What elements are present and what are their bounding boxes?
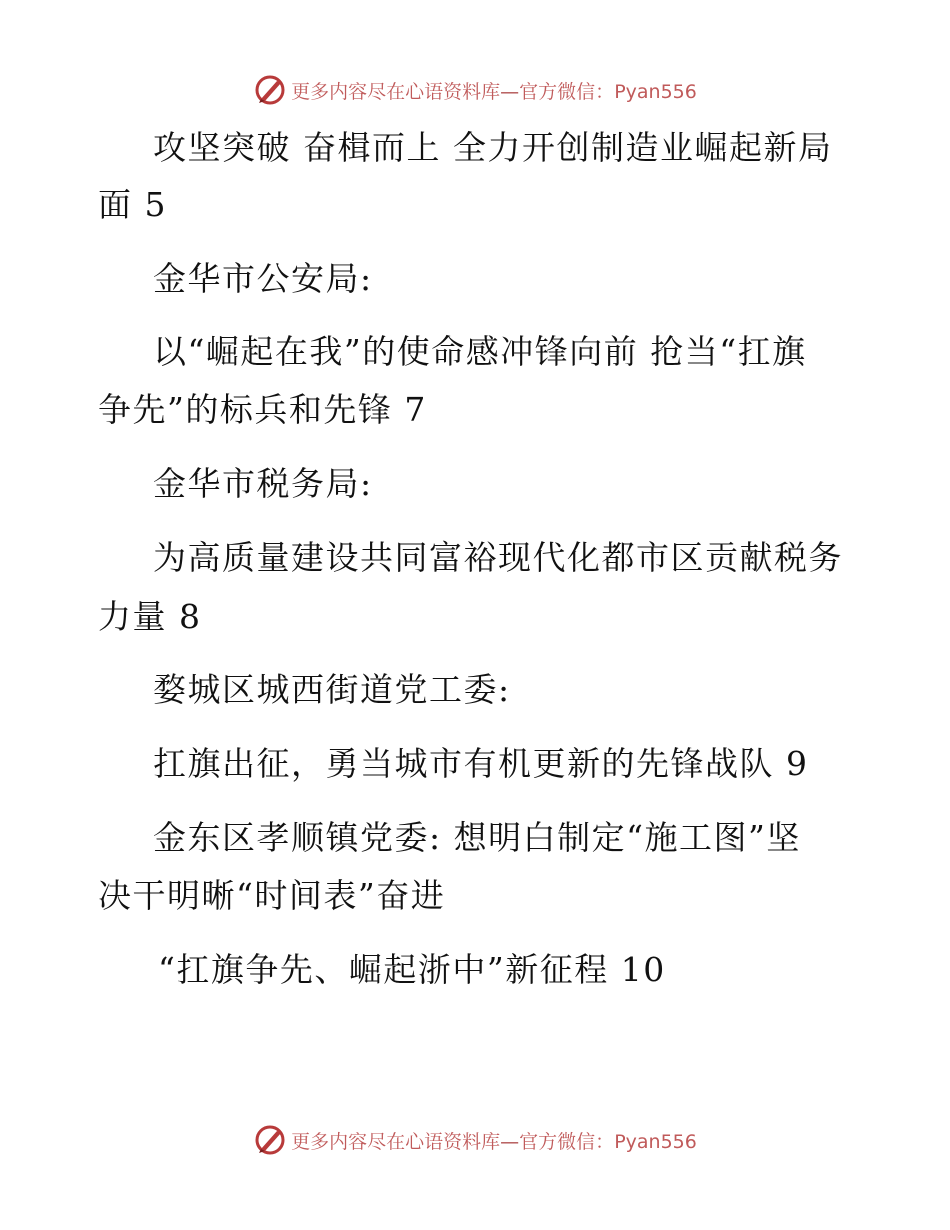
toc-heading-chengxi-street: 婺城区城西街道党工委:: [153, 670, 511, 709]
toc-entry-1-line-1: 攻坚突破 奋楫而上 全力开创制造业崛起新局: [153, 128, 833, 167]
watermark-text: 更多内容尽在心语资料库—官方微信：Pyan556: [291, 1130, 697, 1153]
toc-entry-6-line-1: “扛旗争先、崛起浙中”新征程 10: [158, 950, 666, 989]
watermark-banner-bottom: [0, 1120, 950, 1160]
toc-entry-4-line-1: 扛旗出征，勇当城市有机更新的先锋战队 9: [153, 744, 809, 783]
toc-entry-3-line-1: 为高质量建设共同富裕现代化都市区贡献税务: [153, 538, 843, 577]
pen-logo-icon: [253, 1123, 287, 1157]
toc-entry-1-line-2: 面 5: [98, 185, 167, 224]
toc-heading-public-security: 金华市公安局:: [153, 259, 373, 298]
toc-entry-5-line-1: 金东区孝顺镇党委: 想明白制定“施工图”坚: [153, 818, 801, 857]
toc-heading-tax-bureau: 金华市税务局:: [153, 464, 373, 503]
watermark-text: 更多内容尽在心语资料库—官方微信：Pyan556: [291, 80, 697, 103]
toc-entry-5-line-2: 决干明晰“时间表”奋进: [98, 876, 446, 915]
toc-entry-3-line-2: 力量 8: [98, 597, 202, 636]
toc-entry-2-line-1: 以“崛起在我”的使命感冲锋向前 抢当“扛旗: [153, 332, 807, 371]
toc-entry-2-line-2: 争先”的标兵和先锋 7: [98, 390, 427, 429]
